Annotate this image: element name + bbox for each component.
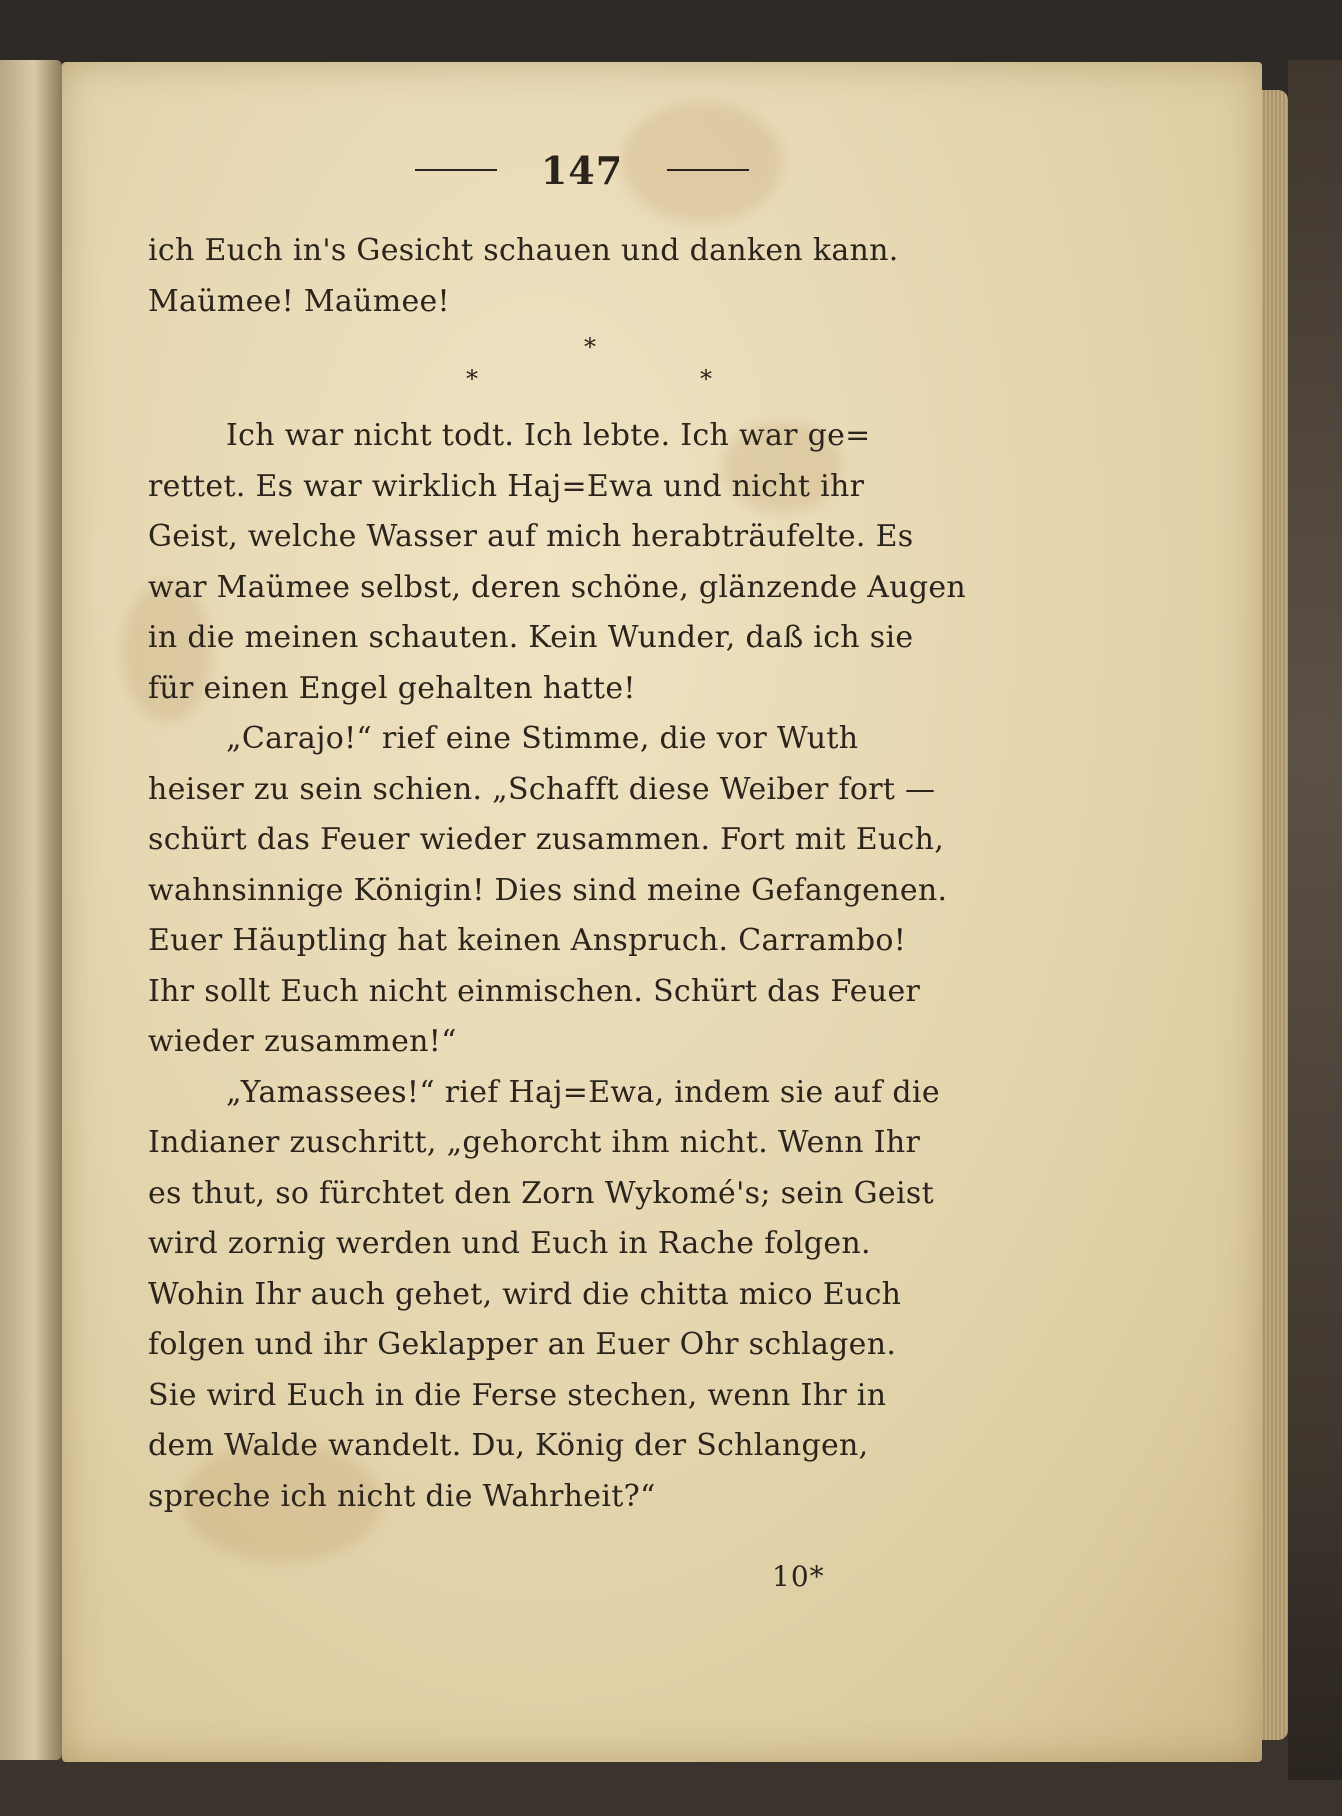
- page-number: 147: [540, 147, 624, 193]
- text-line: Euer Häuptling hat keinen Anspruch. Carrambo!: [148, 923, 907, 958]
- asterisk: *: [700, 365, 712, 393]
- asterisk: *: [466, 365, 478, 393]
- left-page-edge: [0, 60, 62, 1760]
- paragraph-lines: [148, 411, 1008, 1522]
- text-line: Maümee! Maümee!: [148, 283, 450, 319]
- header-rule-right: [667, 169, 749, 171]
- text-line: wahnsinnige Königin! Dies sind meine Gefangenen.: [148, 872, 948, 908]
- text-line: dem Walde wandelt. Du, König der Schlangen,: [148, 1428, 869, 1463]
- text-line: in die meinen schauten. Kein Wunder, daß ich sie: [148, 620, 914, 655]
- text-line: spreche ich nicht die Wahrheit?“: [148, 1478, 656, 1514]
- text-line: Geist, welche Wasser auf mich herabträufelte. Es: [148, 519, 914, 554]
- text-line: Sie wird Euch in die Ferse stechen, wenn Ihr in: [148, 1377, 887, 1413]
- text-line: Ihr sollt Euch nicht einmischen. Schürt das Feuer: [148, 973, 921, 1009]
- text-line: „Carajo!“ rief eine Stimme, die vor Wuth: [226, 721, 859, 756]
- text-line: folgen und ihr Geklapper an Euer Ohr schlagen.: [148, 1327, 897, 1362]
- running-header: [156, 140, 1008, 200]
- text-line: heiser zu sein schien. „Schafft diese Weiber fort —: [148, 771, 936, 807]
- book-cover: [1288, 60, 1342, 1780]
- section-asterism: [148, 331, 1008, 405]
- text-block: [148, 140, 1008, 1522]
- text-line: Ich war nicht todt. Ich lebte. Ich war ge=: [226, 418, 871, 453]
- text-line: wieder zusammen!“: [148, 1024, 457, 1059]
- text-line: „Yamassees!“ rief Haj=Ewa, indem sie auf die: [226, 1074, 940, 1110]
- text-line: wird zornig werden und Euch in Rache folgen.: [148, 1226, 871, 1261]
- text-line: Indianer zuschritt, „gehorcht ihm nicht. Wenn Ihr: [148, 1125, 921, 1160]
- text-line: rettet. Es war wirklich Haj=Ewa und nicht ihr: [148, 468, 865, 504]
- page-stack-edge: [1262, 90, 1288, 1740]
- text-line: ich Euch in's Gesicht schauen und danken kann.: [148, 233, 899, 268]
- header-rule-left: [415, 169, 497, 171]
- text-line: schürt das Feuer wieder zusammen. Fort mit Euch,: [148, 822, 945, 857]
- text-line: war Maümee selbst, deren schöne, glänzende Augen: [148, 569, 967, 605]
- signature-mark: 10*: [772, 1560, 825, 1593]
- text-line: für einen Engel gehalten hatte!: [148, 670, 636, 706]
- text-line: es thut, so fürchtet den Zorn Wykomé's; sein Geist: [148, 1175, 934, 1211]
- asterisk: *: [584, 333, 596, 361]
- text-line: Wohin Ihr auch gehet, wird die chitta mico Euch: [148, 1276, 902, 1312]
